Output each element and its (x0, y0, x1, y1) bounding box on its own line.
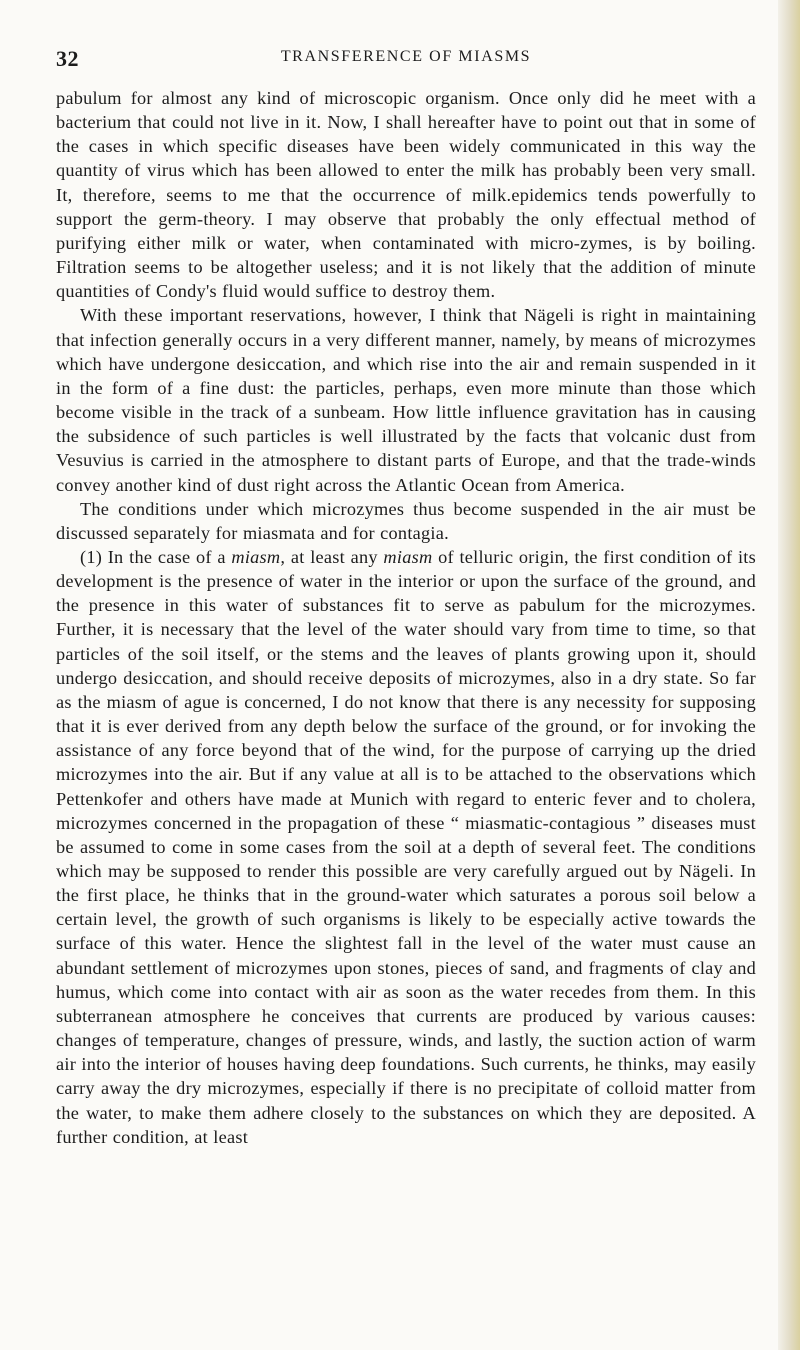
italic-miasm-1: miasm, (231, 546, 286, 567)
italic-miasm-2: miasm (383, 546, 433, 567)
paragraph-nageli-reservations: With these important reservations, however, I think that Nägeli is right in maintaining that infection generally occurs in a very different manner, namely, by means of microzymes which have undergone desiccation, and which rise into the air and remain suspended in it in the form of a fine dust: the particles, perhaps, even more minute than those which become visible in the track of a sunbeam. How little influence gravitation has in causing the subsidence of such particles is well illustrated by the facts that volcanic dust from Vesuvius is carried in the atmosphere to distant parts of Europe, and that the trade-winds convey another kind of dust right across the Atlantic Ocean from America. (56, 305, 756, 495)
paragraph-conditions: The conditions under which microzymes thus become suspended in the air must be discussed separately for miasmata and for contagia. (56, 498, 756, 543)
page-number: 32 (56, 46, 79, 71)
running-head (56, 46, 756, 78)
running-title: TRANSFERENCE OF MIASMS (280, 48, 532, 65)
page-edge-shadow (778, 0, 800, 1350)
paragraph-telluric-miasm (56, 545, 756, 1149)
paragraph-milk-epidemics: pabulum for almost any kind of microscopic organism. Once only did he meet with a bacterium that could not live in it. Now, I shall hereafter have to point out that in some of the cases in which specific diseases have been widely communicated in this way the quantity of virus which has been allowed to enter the milk has probably been very small. It, therefore, seems to me that the occurrence of milk.epidemics tends powerfully to support the germ-theory. I may observe that probably the only effectual method of purifying either milk or water, when contaminated with micro-zymes, is by boiling. Filtration seems to be altogether useless; and it is not likely that the addition of minute quantities of Condy's fluid would suffice to destroy them. (56, 88, 756, 302)
paragraph-telluric-miasm-pre: (1) In the case of a (80, 546, 232, 567)
paragraph-telluric-miasm-post: of telluric origin, the first condition of its development is the presence of water in the interior or upon the surface of the ground, and the presence in this water of substances fit to serve as pabulum for the microzymes. Further, it is necessary that the level of the water should vary from time to time, so that particles of the soil itself, or the stems and the leaves of plants growing upon it, should undergo desiccation, and should receive deposits of microzymes, also in a dry state. So far as the miasm of ague is concerned, I do not know that there is any necessity for supposing that it is ever derived from any depth below the surface of the ground, or for invoking the assistance of any force beyond that of the wind, for the purpose of carrying up the dried microzymes into the air. But if any value at all is to be attached to the observations which Pettenkofer and others have made at Munich with regard to enteric fever and to cholera, microzymes concerned in the propagation of these “ miasmatic-contagious ” diseases must be assumed to come in some cases from the soil at a depth of several feet. The conditions which may be supposed to render this possible are very carefully argued out by Nägeli. In the first place, he thinks that in the ground-water which saturates a porous soil below a certain level, the growth of such organisms is likely to be especially active towards the surface of this water. Hence the slightest fall in the level of the water must cause an abundant settlement of microzymes upon stones, pieces of sand, and fragments of clay and humus, which come into contact with air as soon as the water recedes from them. In this subterranean atmosphere he conceives that currents are produced by various causes: changes of temperature, changes of pressure, winds, and lastly, the suction action of warm air into the interior of houses having deep foundations. Such currents, he thinks, may easily carry away the dry microzymes, especially if there is no precipitate of colloid matter from the water, to make them adhere closely to the substances on which they are deposited. A further condition, at least (56, 546, 756, 1147)
paragraph-telluric-miasm-mid: at least any (285, 546, 384, 567)
body-text (56, 86, 756, 1149)
